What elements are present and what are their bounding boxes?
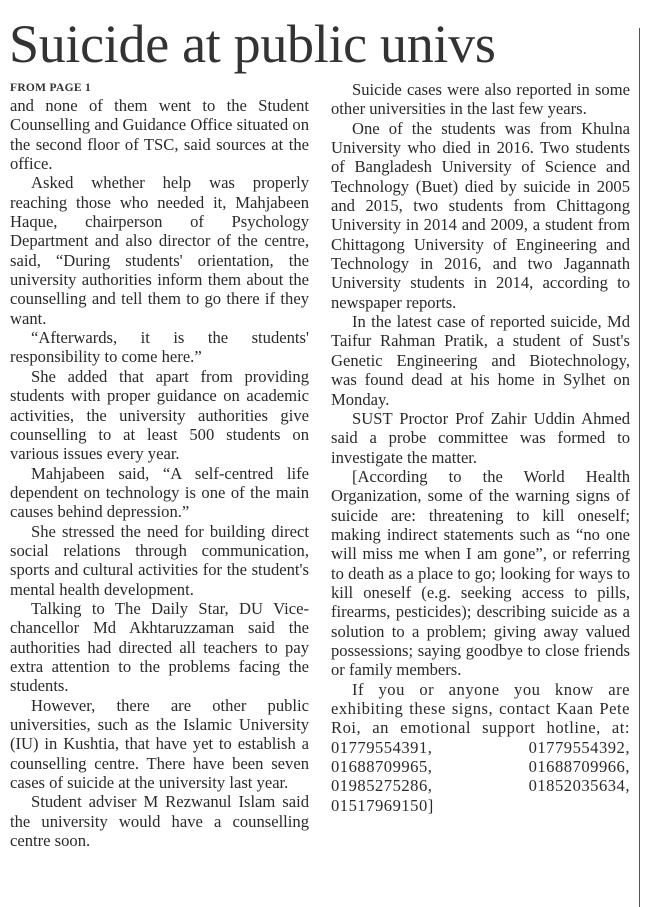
paragraph: Asked whether help was properly reaching those who needed it, Mahjabeen Haque, chairperson of Psychology Department and also director of the centre, said, “During students' orientation, the university authorities inform them about the counselling and tell them to go there if they want. — [10, 173, 309, 328]
article-column-right — [331, 80, 630, 815]
paragraph: Suicide cases were also reported in some other universities in the last few years. — [331, 80, 630, 119]
paragraph: Mahjabeen said, “A self-centred life dependent on technology is one of the main causes behind depression.” — [10, 463, 309, 522]
paragraph: SUST Proctor Prof Zahir Uddin Ahmed said a probe committee was formed to investigate the matter. — [331, 408, 630, 467]
paragraph: However, there are other public universities, such as the Islamic University (IU) in Kushtia, that have yet to establish a counselling centre. There have been seven cases of suicide at the university last year. — [10, 695, 309, 793]
column-rule — [639, 28, 640, 907]
paragraph: and none of them went to the Student Counselling and Guidance Office situated on the second floor of TSC, said sources at the office. — [10, 96, 309, 174]
article-column-left — [10, 80, 309, 850]
paragraph: [According to the World Health Organization, some of the warning signs of suicide are: threatening to kill oneself; making indirect statements such as “no one will miss me when I am gone”, or referring to death as a place to go; looking for ways to kill oneself (e.g. seeking access to pills, firearms, pesticides); describing suicide as a solution to a problem; giving away valued possessions; saying goodbye to close friends or family members. — [331, 466, 630, 680]
paragraph: She stressed the need for building direct social relations through communication, sports and cultural activities for the student's mental health development. — [10, 521, 309, 599]
paragraph: She added that apart from providing students with proper guidance on academic activities, the university authorities give counselling to at least 500 students on various issues every year. — [10, 366, 309, 464]
paragraph: Student adviser M Rezwanul Islam said the university would have a counselling centre soon. — [10, 792, 309, 851]
hotline-paragraph: If you or anyone you know are exhibiting these signs, contact Kaan Pete Roi, an emotional support hotline, at: 01779554391, 01779554392, 01688709965, 01688709966, 01985275286, 01852035634, 01517969150] — [331, 679, 630, 815]
paragraph: One of the students was from Khulna University who died in 2016. Two students of Bangladesh University of Science and Technology (Buet) died by suicide in 2005 and 2015, two students from Chittagong University in 2014 and 2009, a student from Chittagong University of Engineering and Technology in 2016, and two Jagannath University students in 2014, according to newspaper reports. — [331, 118, 630, 312]
paragraph: Talking to The Daily Star, DU Vice-chancellor Md Akhtaruzzaman said the authorities had directed all teachers to pay extra attention to the problems facing the students. — [10, 598, 309, 696]
paragraph: In the latest case of reported suicide, Md Taifur Rahman Pratik, a student of Sust's Genetic Engineering and Biotechnology, was found dead at his home in Sylhet on Monday. — [331, 312, 630, 409]
paragraph: “Afterwards, it is the students' responsibility to come here.” — [10, 328, 309, 367]
article-headline: Suicide at public univs — [9, 14, 496, 74]
continuation-kicker: FROM PAGE 1 — [10, 82, 92, 94]
